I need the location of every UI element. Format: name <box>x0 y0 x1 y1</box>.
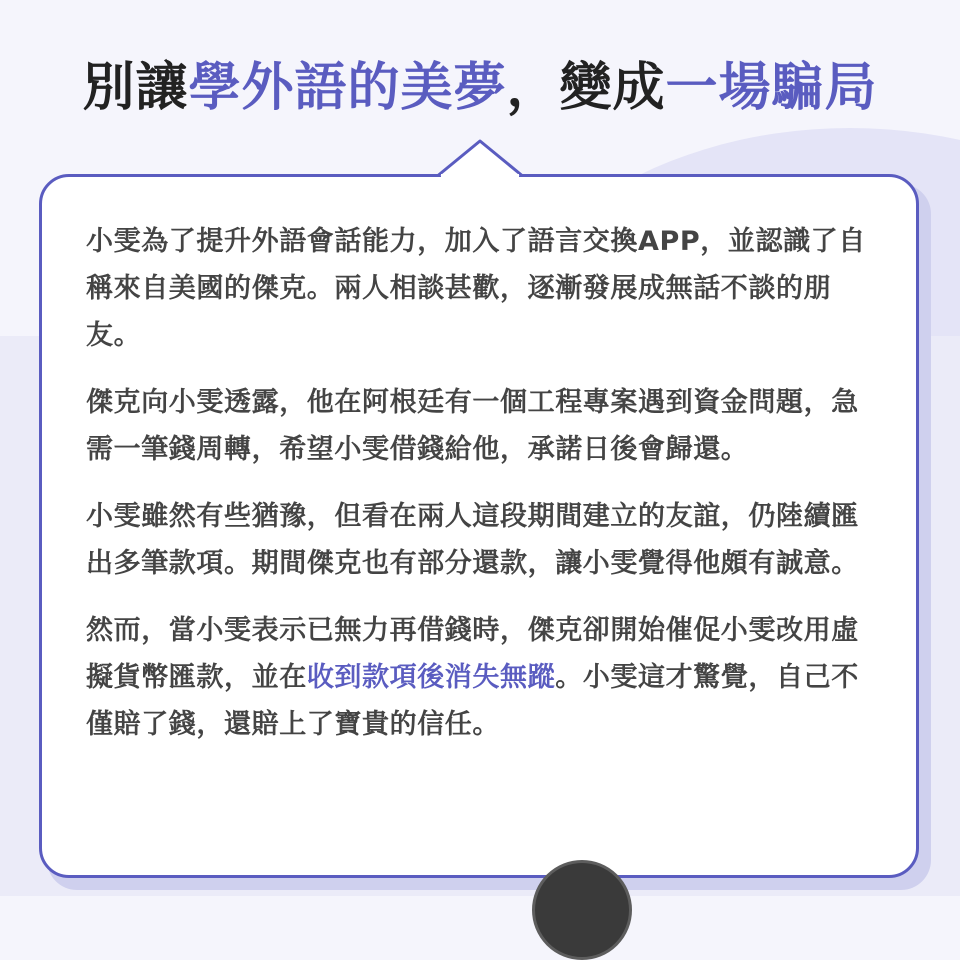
paragraph-4-end: 。小雯這才驚覺，自己不僅賠了錢，還賠上了寶貴的信任。 <box>86 662 859 740</box>
story-paragraph-1: 小雯為了提升外語會話能力，加入了語言交換APP，並認識了自稱來自美國的傑克。兩人相談甚歡，逐漸發展成無話不談的朋友。 <box>86 226 866 351</box>
title-part-3: ，變成 <box>506 58 666 118</box>
story-content <box>86 218 876 768</box>
story-paragraph-3: 小雯雖然有些猶豫，但看在兩人這段期間建立的友誼，仍陸續匯出多筆款項。期間傑克也有部分還款，讓小雯覺得他頗有誠意。 <box>86 501 859 579</box>
speech-bubble-notch <box>438 138 522 178</box>
page-title <box>0 52 960 124</box>
title-part-1: 別讓 <box>82 58 189 118</box>
story-paragraph-2: 傑克向小雯透露，他在阿根廷有一個工程專案遇到資金問題，急需一筆錢周轉，希望小雯借錢給他，承諾日後會歸還。 <box>86 387 859 465</box>
avatar <box>532 860 632 960</box>
title-part-4: 一場騙局 <box>665 58 878 118</box>
paragraph-4-highlight: 收到款項後消失無蹤 <box>306 662 556 693</box>
story-paragraph-4 <box>86 607 876 748</box>
paragraph-4-start: 然而，當小雯表示已無力再借錢時，傑克卻開始催促小雯改用虛擬貨幣匯款，並在 <box>86 615 859 693</box>
title-part-2: 學外語的美夢 <box>188 58 507 118</box>
